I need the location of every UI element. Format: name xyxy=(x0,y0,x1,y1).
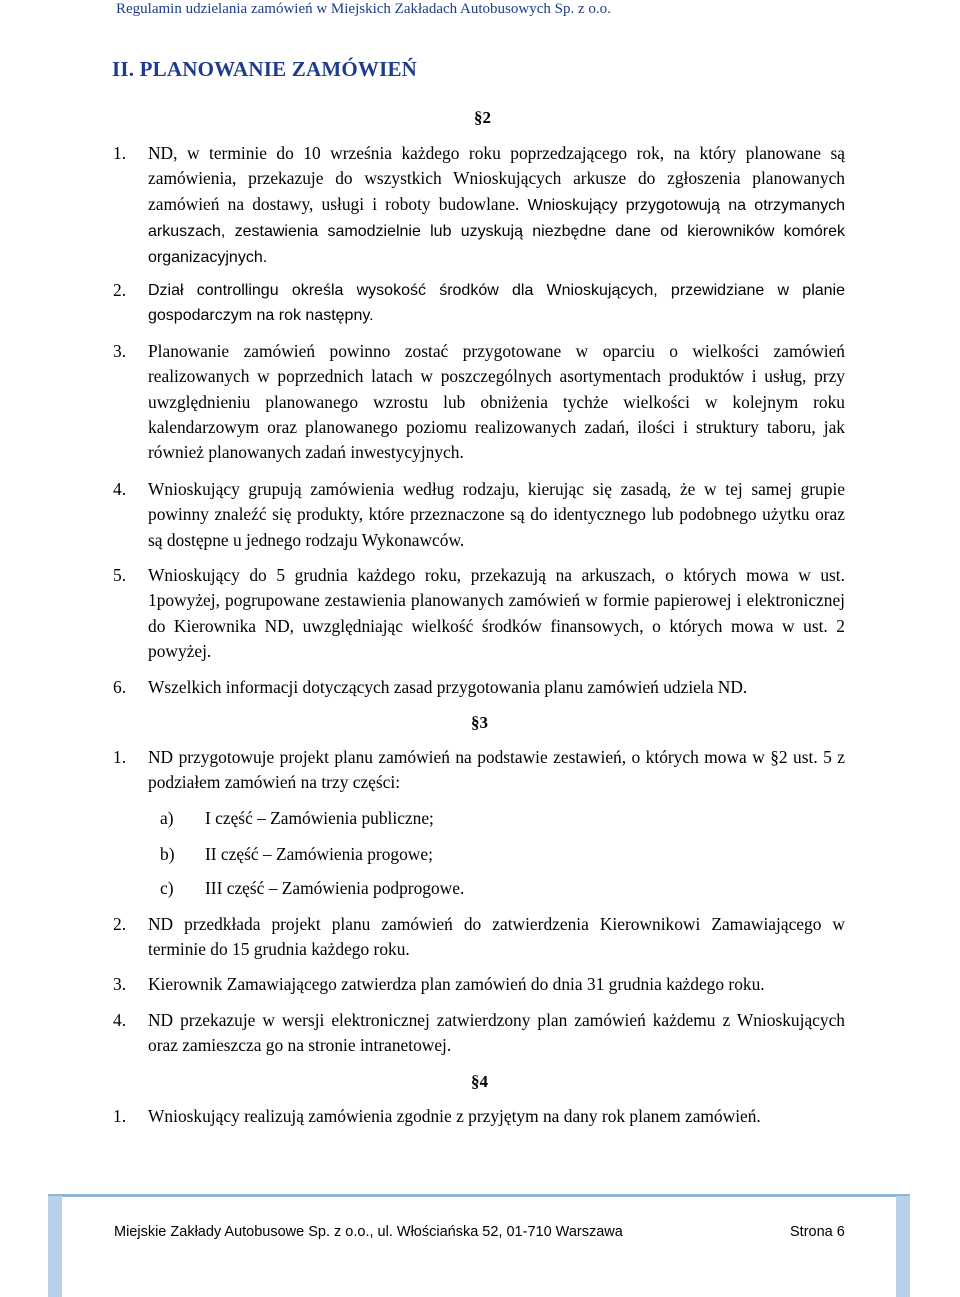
s2-item-3 xyxy=(113,339,845,465)
paragraph-mark-4: §4 xyxy=(471,1072,488,1091)
s2-item-1 xyxy=(113,141,845,270)
s2-item-4 xyxy=(113,477,845,553)
s3-item-3 xyxy=(113,972,845,997)
item-number: 1. xyxy=(113,747,127,767)
footer-accent-left xyxy=(48,1196,62,1297)
item-number: 2. xyxy=(113,280,127,300)
item-number: 6. xyxy=(113,677,127,697)
paragraph-mark-2: §2 xyxy=(474,108,491,127)
footer-divider xyxy=(48,1194,910,1197)
item-number: 2. xyxy=(113,914,127,934)
item-text-continued: Wnioskujący przygotowują na otrzymanych arkuszach, zestawienia samodzielnie lub uzyskują niezbędne dane od kierowników komórek organizacyjnych. xyxy=(148,196,845,267)
document-header: Regulamin udzielania zamówień w Miejskich Zakładach Autobusowych Sp. z o.o. xyxy=(116,1,611,17)
item-number: 1. xyxy=(113,1106,127,1126)
subitem-label: a) xyxy=(160,808,174,828)
paragraph-mark-3: §3 xyxy=(471,713,488,732)
footer-address: Miejskie Zakłady Autobusowe Sp. z o.o., ul. Włościańska 52, 01-710 Warszawa xyxy=(114,1224,623,1240)
subitem-text: II część – Zamówienia progowe; xyxy=(205,844,433,864)
subitem-label: c) xyxy=(160,878,174,898)
item-text: Wnioskujący do 5 grudnia każdego roku, przekazują na arkuszach, o których mowa w ust. 1powyżej, pogrupowane zestawienia planowanych zamówień w formie papierowej i elektronicznej do Kierownika ND, uwzględniając wielkość środków finansowych, o których mowa w ust. 2 powyżej. xyxy=(148,565,845,661)
item-text: ND przygotowuje projekt planu zamówień na podstawie zestawień, o których mowa w §2 ust. 5 z podziałem zamówień na trzy części: xyxy=(148,747,845,793)
s2-item-6 xyxy=(113,675,845,700)
s2-item-5 xyxy=(113,563,845,664)
item-text: ND przedkłada projekt planu zamówień do zatwierdzenia Kierownikowi Zamawiającego w terminie do 15 grudnia każdego roku. xyxy=(148,914,845,960)
s3-item-4 xyxy=(113,1008,845,1059)
footer-page-number: Strona 6 xyxy=(790,1224,845,1240)
item-number: 3. xyxy=(113,974,127,994)
subitem-label: b) xyxy=(160,844,175,864)
item-number: 5. xyxy=(113,565,127,585)
item-text: ND, w terminie do 10 września każdego roku poprzedzającego rok, na który planowane są zamówienia, przekazuje do wszystkich Wnioskujących arkusze do zgłoszenia planowanych zamówień na dostawy, usługi i roboty budowlane. xyxy=(148,143,845,214)
item-text: ND przekazuje w wersji elektronicznej zatwierdzony plan zamówień każdemu z Wnioskujących oraz zamieszcza go na stronie intranetowej. xyxy=(148,1010,845,1056)
item-text: Planowanie zamówień powinno zostać przygotowane w oparciu o wielkości zamówień realizowanych w poprzednich latach w poszczególnych asortymentach produktów i usług, przy uwzględnieniu planowanego wzrostu lub obniżenia tychże wielkości w kolejnym roku kalendarzowym oraz planowanego poziomu realizowanych zadań, ilości i struktury taboru, jak również planowanych zadań inwestycyjnych. xyxy=(148,341,845,463)
item-text: Wnioskujący realizują zamówienia zgodnie z przyjętym na dany rok planem zamówień. xyxy=(148,1106,761,1126)
item-text: Kierownik Zamawiającego zatwierdza plan zamówień do dnia 31 grudnia każdego roku. xyxy=(148,974,765,994)
item-text: Dział controllingu określa wysokość środków dla Wnioskujących, przewidziane w planie gospodarczym na rok następny. xyxy=(148,282,845,325)
s3-item-1 xyxy=(113,745,845,796)
section-title: II. PLANOWANIE ZAMÓWIEŃ xyxy=(112,57,418,81)
footer-accent-right xyxy=(896,1196,910,1297)
item-number: 4. xyxy=(113,479,127,499)
s4-item-1 xyxy=(113,1104,845,1129)
item-number: 3. xyxy=(113,341,127,361)
subitem-text: I część – Zamówienia publiczne; xyxy=(205,808,434,828)
item-number: 1. xyxy=(113,143,127,163)
item-text: Wnioskujący grupują zamówienia według rodzaju, kierując się zasadą, że w tej samej grupie powinny znaleźć się produkty, które przeznaczone są do identycznego lub podobnego użytku oraz są dostępne u jednego rodzaju Wykonawców. xyxy=(148,479,845,550)
item-number: 4. xyxy=(113,1010,127,1030)
subitem-text: III część – Zamówienia podprogowe. xyxy=(205,878,465,898)
s2-item-2 xyxy=(113,278,845,329)
s3-item-2 xyxy=(113,912,845,963)
item-text: Wszelkich informacji dotyczących zasad przygotowania planu zamówień udziela ND. xyxy=(148,677,748,697)
